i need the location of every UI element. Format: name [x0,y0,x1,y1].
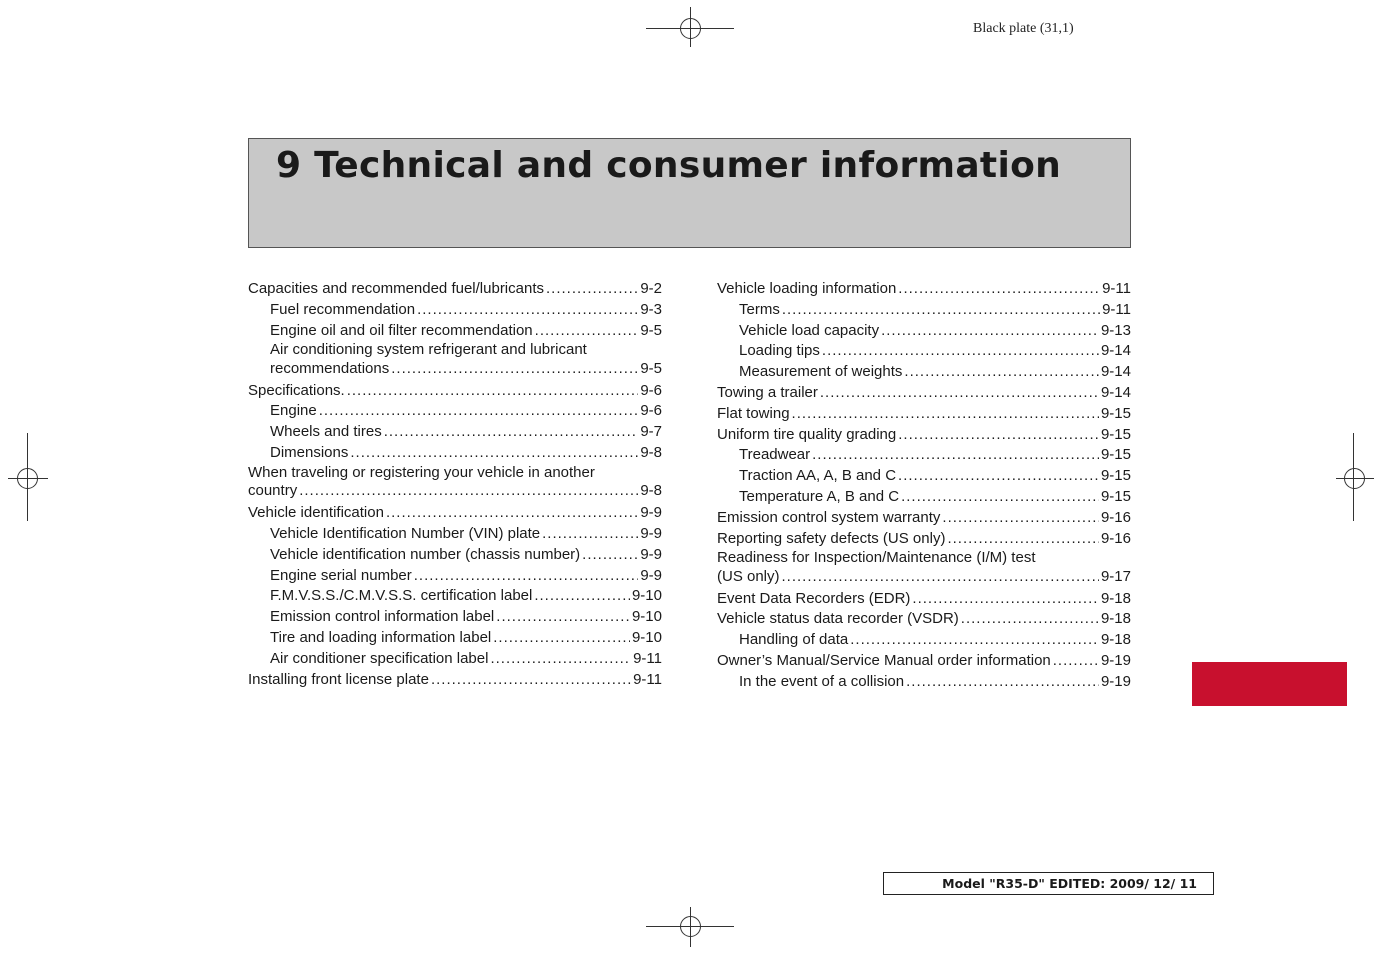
toc-dot-leader [898,425,1099,446]
model-edited-box: Model "R35-D" EDITED: 2009/ 12/ 11 [883,872,1214,895]
toc-entry-line1: Readiness for Inspection/Maintenance (I/M) test [717,549,1036,567]
toc-entry-page: 9-9 [640,504,662,522]
toc-dot-leader [386,503,638,524]
toc-entry[interactable] [717,651,1131,672]
toc-entry-title: Engine serial number [270,566,412,584]
registration-mark-top [646,7,736,47]
toc-subentry[interactable] [248,300,662,321]
toc-entry[interactable] [717,508,1131,529]
toc-entry-page: 9-15 [1100,467,1131,485]
toc-dot-leader [582,545,638,566]
toc-entry-title: Capacities and recommended fuel/lubricants [248,280,544,297]
toc-entry-page: 9-18 [1100,631,1131,649]
toc-subentry[interactable] [248,321,662,342]
toc-subentry[interactable] [717,341,1131,362]
toc-entry-title: Treadwear [739,446,811,464]
toc-entry-title: Emission control information label [270,608,495,626]
toc-dot-leader [898,466,1099,487]
toc-entry-page: 9-11 [1102,300,1131,318]
registration-mark-left [8,433,52,523]
toc-subentry[interactable] [717,321,1131,342]
toc-subentry[interactable] [248,443,662,464]
toc-subentry[interactable] [717,466,1131,487]
toc-entry-title: Emission control system warranty [717,508,941,526]
toc-entry-title: Terms [739,300,780,318]
toc-entry-page: 9-11 [1102,280,1131,297]
toc-subentry[interactable] [248,524,662,545]
toc-entry-title: Owner’s Manual/Service Manual order information [717,652,1051,670]
toc-subentry[interactable] [717,487,1131,508]
toc-entry-title: Uniform tire quality grading [717,425,897,443]
toc-entry-page: 9-10 [631,608,662,626]
toc-subentry[interactable] [248,628,662,649]
toc-dot-leader [319,401,639,422]
toc-entry-title: F.M.V.S.S./C.M.V.S.S. certification label [270,587,533,605]
toc-entry[interactable] [248,503,662,524]
toc-dot-leader [546,279,638,300]
toc-dot-leader [904,362,1099,383]
toc-entry-page: 9-6 [640,402,662,420]
toc-entry-title: Engine [270,402,317,420]
toc-entry-title: Vehicle identification [248,504,384,522]
toc-dot-leader [391,360,638,379]
toc-entry-page: 9-18 [1100,610,1131,628]
toc-entry-page: 9-8 [640,482,662,500]
toc-entry-title: Traction AA, A, B and C [739,467,897,485]
toc-entry-page: 9-10 [631,628,662,646]
toc-entry-page: 9-19 [1100,672,1131,690]
toc-dot-leader [947,529,1099,550]
toc-entry-title: country [248,482,298,500]
toc-subentry[interactable] [248,422,662,443]
toc-subentry[interactable] [717,445,1131,466]
toc-entry-title: Flat towing [717,404,790,422]
toc-entry-line1: When traveling or registering your vehicle in another [248,463,595,481]
toc-entry-title: Vehicle Identification Number (VIN) plate [270,524,541,542]
toc-entry-page: 9-9 [640,524,662,542]
toc-entry[interactable] [717,568,1131,587]
toc-entry-title: Measurement of weights [739,363,903,381]
toc-dot-leader [384,422,639,443]
toc-entry-page: 9-16 [1100,508,1131,526]
toc-entry-title: Tire and loading information label [270,628,492,646]
toc-entry[interactable] [248,482,662,501]
toc-entry-title: Vehicle status data recorder (VSDR) [717,610,959,628]
toc-subentry[interactable] [248,566,662,587]
toc-subentry[interactable] [248,401,662,422]
toc-entry-title: (US only) [717,567,780,585]
toc-entry-title: Dimensions [270,444,349,462]
toc-entry-page: 9-15 [1100,487,1131,505]
toc-left-column [248,279,662,690]
toc-entry-page: 9-19 [1100,652,1131,670]
toc-dot-leader [820,383,1099,404]
toc-entry-title: Temperature A, B and C [739,487,900,505]
toc-entry-page: 9-13 [1100,321,1131,339]
toc-entry[interactable] [717,589,1131,610]
toc-entry-page: 9-11 [633,670,662,688]
toc-dot-leader [1053,651,1099,672]
toc-dot-leader [901,487,1099,508]
toc-entry-page: 9-11 [633,649,662,667]
toc-subentry[interactable] [248,360,662,379]
toc-entry-title: Loading tips [739,342,820,360]
toc-entry[interactable] [248,381,662,402]
toc-right-column [717,279,1131,693]
toc-entry-page: 9-14 [1100,363,1131,381]
toc-entry[interactable] [248,279,662,300]
toc-subentry[interactable] [717,672,1131,693]
toc-dot-leader [417,300,638,321]
toc-dot-leader [782,300,1100,321]
toc-dot-leader [850,630,1099,651]
toc-entry[interactable] [248,670,662,691]
toc-entry-page: 9-9 [640,566,662,584]
toc-entry-page: 9-3 [640,300,662,318]
toc-dot-leader [431,670,631,691]
toc-dot-leader [414,566,639,587]
toc-subentry[interactable] [248,607,662,628]
toc-subentry[interactable] [717,630,1131,651]
toc-dot-leader [493,628,630,649]
toc-entry-page: 9-7 [640,423,662,441]
toc-entry[interactable] [717,279,1131,300]
toc-dot-leader [822,341,1099,362]
toc-subentry[interactable] [248,649,662,670]
toc-entry-page: 9-6 [640,381,662,399]
toc-entry-title: Engine oil and oil filter recommendation [270,321,533,339]
toc-entry-page: 9-18 [1100,589,1131,607]
toc-dot-leader [350,443,638,464]
toc-entry-page: 9-2 [640,280,662,297]
toc-entry-page: 9-17 [1100,567,1131,585]
chapter-banner [248,138,1131,248]
toc-dot-leader [898,279,1100,300]
toc-entry-page: 9-8 [640,444,662,462]
toc-entry-page: 9-15 [1100,404,1131,422]
toc-dot-leader [961,609,1099,630]
toc-entry-title: Reporting safety defects (US only) [717,529,946,547]
toc-dot-leader [942,508,1099,529]
toc-subentry[interactable] [248,545,662,566]
toc-dot-leader [542,524,638,545]
toc-entry[interactable] [717,383,1131,404]
toc-dot-leader [812,445,1099,466]
toc-dot-leader [347,381,639,402]
toc-entry-title: Wheels and tires [270,423,382,441]
chapter-title: 9 Technical and consumer information [276,145,1062,186]
toc-dot-leader [496,607,630,628]
chapter-tab [1192,662,1347,706]
toc-dot-leader [299,482,638,501]
toc-entry-title: Handling of data [739,631,849,649]
toc-entry-title: Vehicle identification number (chassis number) [270,545,581,563]
toc-dot-leader [535,321,639,342]
toc-dot-leader [912,589,1099,610]
toc-entry-page: 9-15 [1100,446,1131,464]
toc-entry-title: recommendations [270,359,390,377]
toc-entry-page: 9-9 [640,545,662,563]
toc-entry-title: Fuel recommendation [270,300,416,318]
toc-entry[interactable] [717,425,1131,446]
toc-dot-leader [534,586,630,607]
plate-label: Black plate (31,1) [973,21,1074,36]
toc-entry-page: 9-10 [631,587,662,605]
toc-entry-title: Towing a trailer [717,383,818,401]
toc-entry-page: 9-14 [1100,342,1131,360]
registration-mark-right [1336,433,1376,523]
toc-subentry[interactable] [717,362,1131,383]
registration-mark-bottom [646,907,736,947]
toc-entry-title: Installing front license plate [248,670,429,688]
toc-entry[interactable] [717,609,1131,630]
toc-dot-leader [490,649,631,670]
toc-dot-leader [792,404,1099,425]
toc-subentry[interactable] [248,586,662,607]
toc-entry-page: 9-5 [640,321,662,339]
toc-entry-page: 9-15 [1100,425,1131,443]
toc-subentry[interactable] [717,300,1131,321]
toc-entry-line1: Air conditioning system refrigerant and lubricant [270,341,587,359]
toc-dot-leader [782,568,1099,587]
toc-entry[interactable] [717,404,1131,425]
toc-entry-page: 9-14 [1100,383,1131,401]
toc-entry-title: Specifications. [248,381,345,399]
toc-dot-leader [881,321,1099,342]
toc-entry-title: Air conditioner specification label [270,649,489,667]
toc-entry-title: In the event of a collision [739,672,905,690]
toc-entry-title: Vehicle loading information [717,280,897,297]
toc-entry-page: 9-16 [1100,529,1131,547]
toc-entry-page: 9-5 [640,359,662,377]
toc-entry[interactable] [717,529,1131,550]
toc-entry-title: Vehicle load capacity [739,321,880,339]
toc-dot-leader [906,672,1099,693]
toc-entry-title: Event Data Recorders (EDR) [717,589,911,607]
